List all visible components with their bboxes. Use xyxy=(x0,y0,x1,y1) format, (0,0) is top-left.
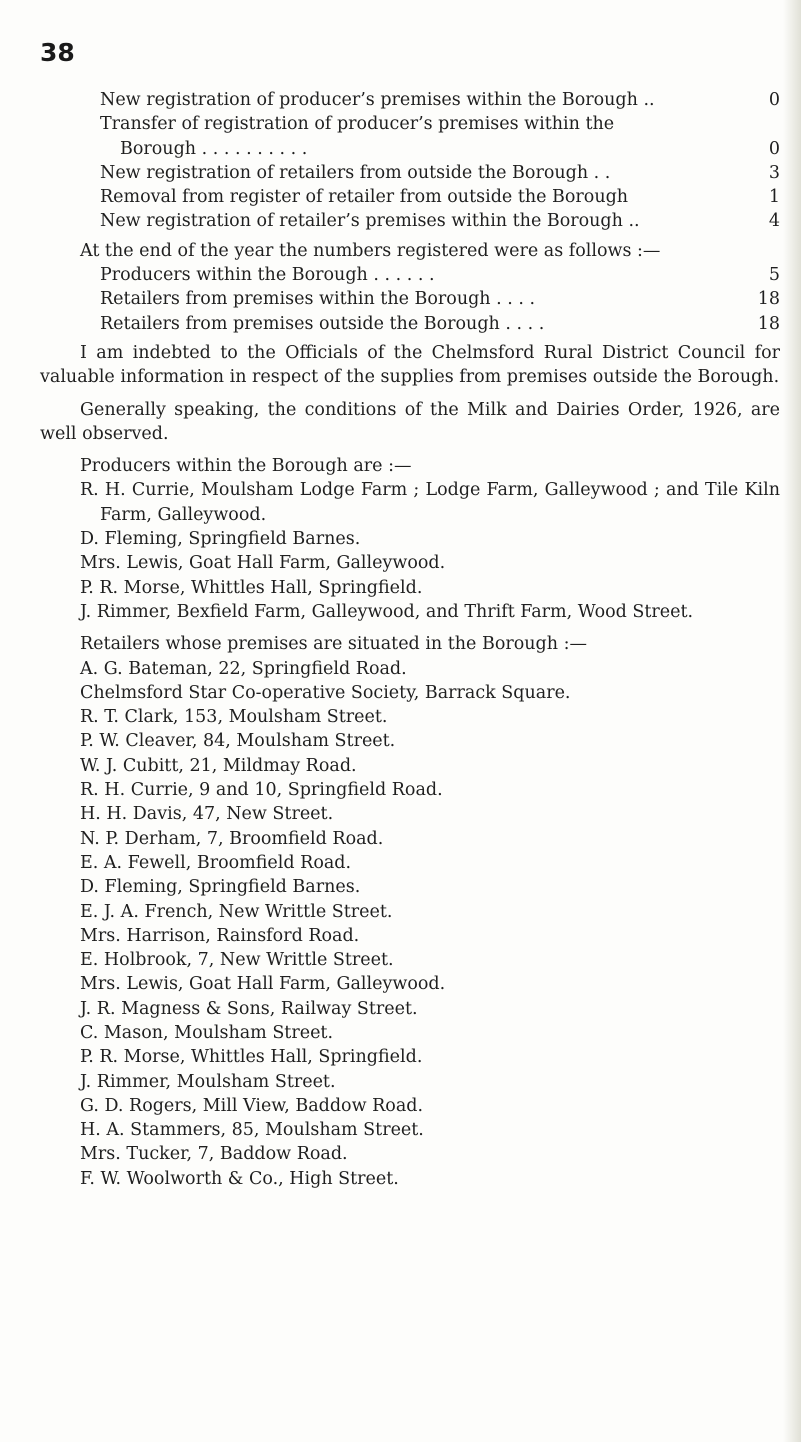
year-end-row xyxy=(40,312,780,336)
retailer-item: N. P. Derham, 7, Broomfield Road. xyxy=(80,828,384,849)
registration-value: 4 xyxy=(768,211,780,232)
retailer-item: Chelmsford Star Co-operative Society, Barrack Square. xyxy=(80,682,571,703)
year-end-value: 18 xyxy=(757,313,780,334)
producers-heading: Producers within the Borough are :— xyxy=(80,456,412,477)
retailer-item: E. A. Fewell, Broomfield Road. xyxy=(80,852,352,873)
registration-label: Removal from register of retailer from outside the Borough xyxy=(100,187,629,208)
retailer-item: G. D. Rogers, Mill View, Baddow Road. xyxy=(80,1095,424,1116)
registration-label: New registration of retailer’s premises within the Borough .. xyxy=(100,211,640,232)
registration-row xyxy=(40,185,780,209)
year-end-table xyxy=(40,263,780,336)
retailer-item: H. A. Stammers, 85, Moulsham Street. xyxy=(80,1120,424,1141)
page-body xyxy=(40,88,780,1191)
retailer-item: J. R. Magness & Sons, Railway Street. xyxy=(80,998,418,1019)
retailers-heading: Retailers whose premises are situated in the Borough :— xyxy=(80,634,587,655)
retailer-item: P. W. Cleaver, 84, Moulsham Street. xyxy=(80,731,396,752)
registration-label: Borough . . . . . . . . . . xyxy=(120,138,308,159)
retailer-item: R. H. Currie, 9 and 10, Springfield Road. xyxy=(80,780,443,801)
producer-item: D. Fleming, Springfield Barnes. xyxy=(80,529,361,550)
retailer-item: H. H. Davis, 47, New Street. xyxy=(80,804,334,825)
registrations-table xyxy=(40,88,780,234)
producer-item: J. Rimmer, Bexfield Farm, Galleywood, and Thrift Farm, Wood Street. xyxy=(80,601,694,622)
year-end-intro: At the end of the year the numbers registered were as follows :— xyxy=(80,240,661,261)
retailer-item: J. Rimmer, Moulsham Street. xyxy=(80,1071,336,1092)
retailer-item: Mrs. Harrison, Rainsford Road. xyxy=(80,925,360,946)
retailer-item: R. T. Clark, 153, Moulsham Street. xyxy=(80,707,388,728)
page-number: 38 xyxy=(40,38,75,67)
registration-row xyxy=(40,112,780,136)
producers-list xyxy=(40,478,780,624)
registration-label: New registration of retailers from outside the Borough . . xyxy=(100,162,611,183)
producer-item: R. H. Currie, Moulsham Lodge Farm ; Lodge Farm, Galleywood ; and Tile Kiln Farm, Galleywood. xyxy=(80,480,780,525)
registration-value: 0 xyxy=(768,138,780,159)
retailer-item: A. G. Bateman, 22, Springfield Road. xyxy=(80,658,407,679)
retailer-item: Mrs. Lewis, Goat Hall Farm, Galleywood. xyxy=(80,974,446,995)
year-end-label: Producers within the Borough . . . . . . xyxy=(100,265,435,286)
retailer-item: E. Holbrook, 7, New Writtle Street. xyxy=(80,950,394,971)
registration-row xyxy=(40,88,780,112)
year-end-value: 5 xyxy=(768,265,780,286)
registration-value: 3 xyxy=(768,162,780,183)
producer-item: P. R. Morse, Whittles Hall, Springfield. xyxy=(80,577,423,598)
retailers-list xyxy=(40,657,780,1192)
retailer-item: F. W. Woolworth & Co., High Street. xyxy=(80,1168,399,1189)
paragraph-indebted: I am indebted to the Officials of the Chelmsford Rural District Council for valuable information in respect of the supplies from premises outside the Borough. xyxy=(40,342,780,388)
registration-value: 1 xyxy=(768,187,780,208)
year-end-row xyxy=(40,287,780,311)
producer-item: Mrs. Lewis, Goat Hall Farm, Galleywood. xyxy=(80,553,446,574)
retailer-item: W. J. Cubitt, 21, Mildmay Road. xyxy=(80,755,357,776)
year-end-row xyxy=(40,263,780,287)
retailer-item: D. Fleming, Springfield Barnes. xyxy=(80,877,361,898)
registration-row xyxy=(40,209,780,233)
page-edge-shadow xyxy=(783,0,801,1442)
retailer-item: E. J. A. French, New Writtle Street. xyxy=(80,901,393,922)
registration-label: New registration of producer’s premises within the Borough .. xyxy=(100,90,655,110)
retailer-item: P. R. Morse, Whittles Hall, Springfield. xyxy=(80,1047,423,1068)
retailer-item: C. Mason, Moulsham Street. xyxy=(80,1022,334,1043)
retailer-item: Mrs. Tucker, 7, Baddow Road. xyxy=(80,1144,348,1165)
year-end-label: Retailers from premises outside the Borough . . . . xyxy=(100,313,545,334)
registration-label: Transfer of registration of producer’s premises within the xyxy=(100,114,615,135)
year-end-value: 18 xyxy=(757,289,780,310)
registration-row xyxy=(40,137,780,161)
paragraph-generally: Generally speaking, the conditions of the Milk and Dairies Order, 1926, are well observed. xyxy=(40,399,780,444)
registration-row xyxy=(40,161,780,185)
year-end-label: Retailers from premises within the Borough . . . . xyxy=(100,289,536,310)
registration-value: 0 xyxy=(768,90,780,110)
